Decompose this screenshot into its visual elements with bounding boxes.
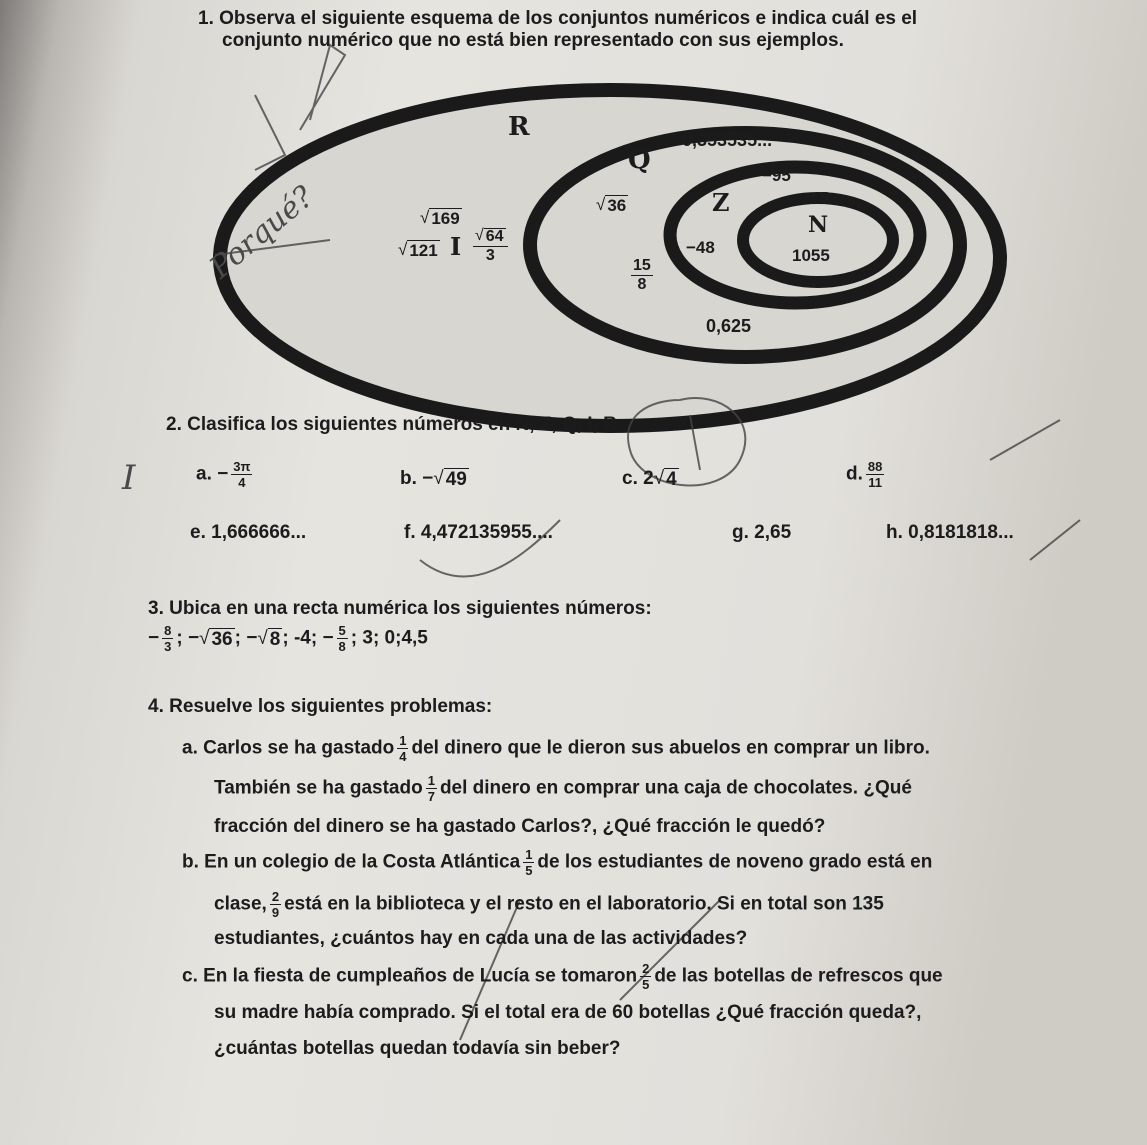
example-neg95: −95 [762, 166, 791, 185]
set-label-q: Q [628, 145, 651, 175]
handwritten-porque: Porqué? [203, 179, 321, 286]
example-sqrt64-over-3: √ 64 3 [470, 228, 511, 264]
example-0-353535: 0,353535... [682, 130, 773, 150]
q4-b-line1: b. En un colegio de la Costa Atlántica $\frac{1}{5}$ de los estudiantes de noveno grado está en [182, 847, 933, 878]
q1-line2: conjunto numérico que no está bien representado con sus ejemplos. [222, 30, 844, 51]
q4-a-line2: También se ha gastado $\frac{1}{7}$ del dinero en comprar una caja de chocolates. ¿Qué [214, 773, 912, 804]
set-n-ellipse [743, 198, 893, 282]
q2-item-f: f. 4,472135955.... [404, 522, 553, 543]
set-label-i: I [450, 232, 462, 261]
example-sqrt121: √ 121 [398, 240, 438, 260]
example-sqrt169: √ 169 [420, 208, 460, 228]
q4-b-line2: clase, $\frac{2}{9}$ está en la biblioteca y el resto en el laboratorio. Si en total son 135 [214, 889, 884, 920]
q4-a-line1: a. Carlos se ha gastado $\frac{1}{4}$ del dinero que le dieron sus abuelos en comprar un libro. [182, 733, 930, 764]
q2-item-b: b. − √ 49 [400, 468, 467, 490]
q4-a-line3: fracción del dinero se ha gastado Carlos?, ¿Qué fracción le quedó? [214, 816, 826, 837]
example-15-over-8: $\frac{15}{8}$ [633, 257, 651, 293]
q2-item-a: a. − $\frac{3\pi}{4}$ [196, 459, 251, 490]
q2-item-d: d. $\frac{88}{11}$ [846, 459, 883, 490]
handwritten-margin-i: I [122, 458, 136, 498]
example-1055: 1055 [792, 246, 830, 265]
set-label-r: R [508, 112, 530, 142]
q2-item-c: c. 2 √ 4 [622, 468, 677, 490]
q4-title: 4. Resuelve los siguientes problemas: [148, 696, 493, 717]
q1-line1: 1. Observa el siguiente esquema de los conjuntos numéricos e indica cuál es el [198, 8, 918, 29]
q4-c-line2: su madre había comprado. Si el total era de 60 botellas ¿Qué fracción queda?, [214, 1002, 922, 1023]
q4-c-line1: c. En la fiesta de cumpleaños de Lucía se tomaron $\frac{2}{5}$ de las botellas de refrescos que [182, 961, 943, 992]
q3-numbers: − $\frac{8}{3}$ ; − √ 36 ; − √ 8 ; -4; − $\frac{5}{8}$ ; 3; 0;4,5 [148, 623, 428, 654]
q2-title: 2. Clasifica los siguientes números en N, Z, Q, I, R [166, 414, 617, 435]
q3-title: 3. Ubica en una recta numérica los siguientes números: [148, 598, 652, 619]
example-neg48: −48 [686, 238, 715, 257]
example-5: 5 [820, 190, 829, 207]
q2-item-e: e. 1,666666... [190, 522, 307, 543]
q4-b-line3: estudiantes, ¿cuántos hay en cada una de las actividades? [214, 928, 748, 949]
example-0-625: 0,625 [706, 316, 752, 336]
q2-item-h: h. 0,8181818... [886, 522, 1014, 543]
q2-item-g: g. 2,65 [732, 522, 792, 543]
example-sqrt36: √ 36 [596, 195, 627, 215]
set-label-z: Z [712, 188, 730, 217]
q4-c-line3: ¿cuántas botellas quedan todavía sin beber? [214, 1038, 621, 1059]
set-label-n: N [808, 212, 829, 238]
